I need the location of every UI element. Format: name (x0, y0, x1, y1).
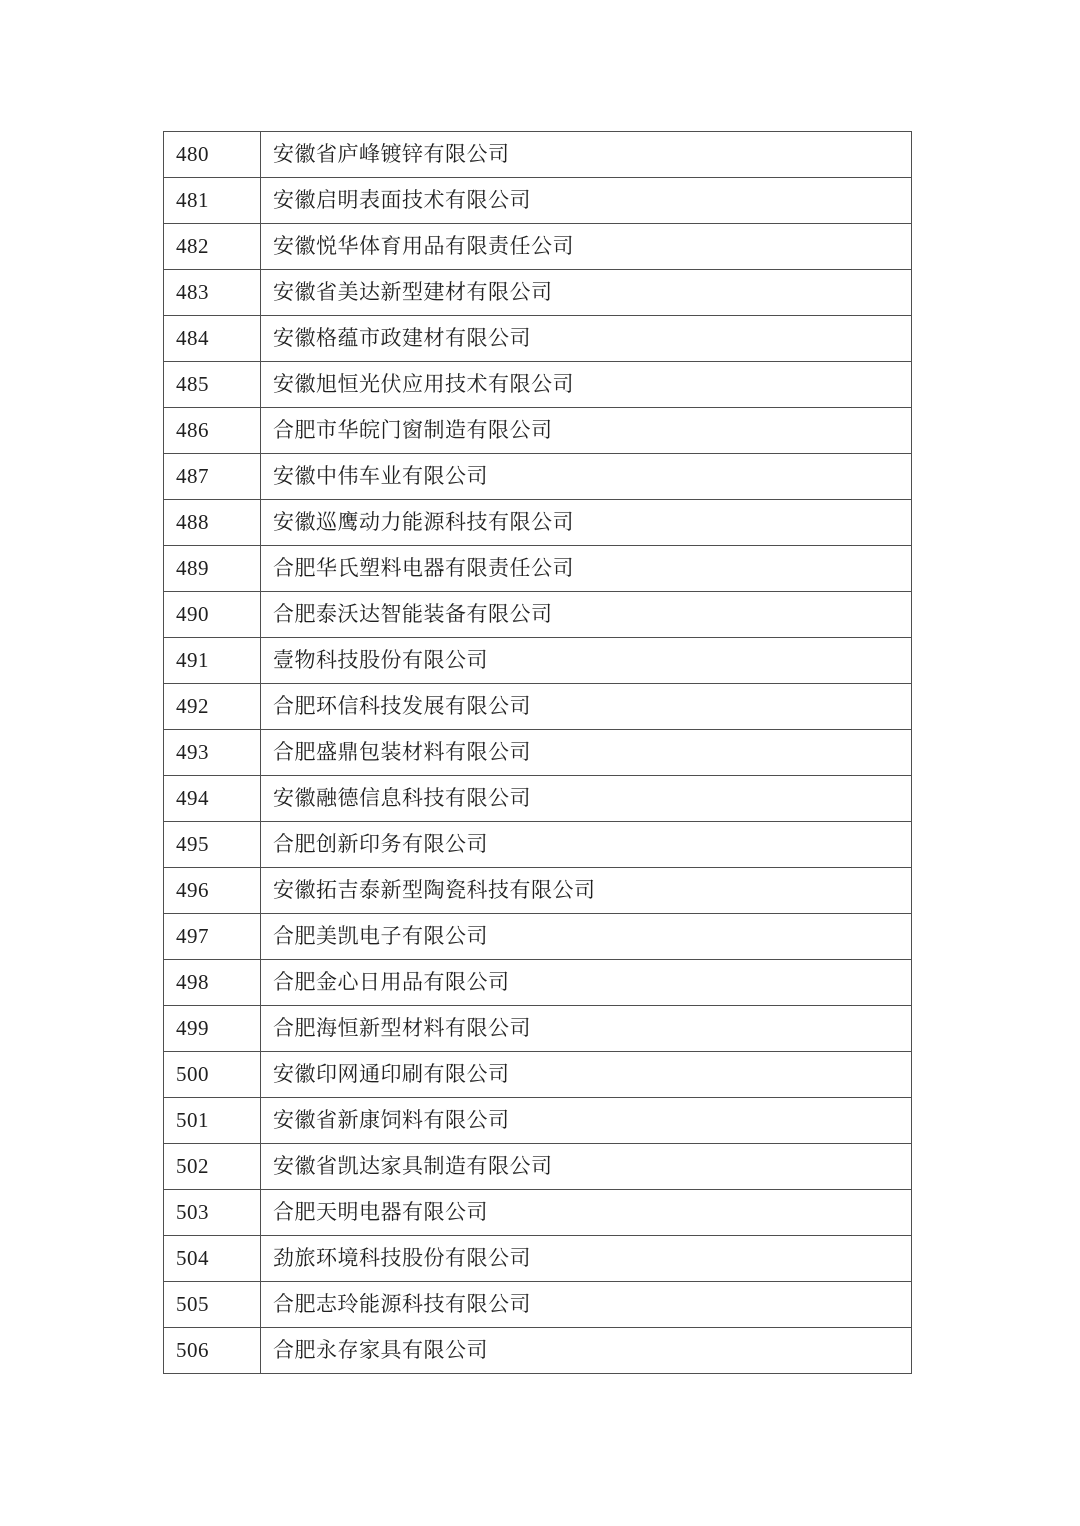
company-list-body (164, 132, 912, 1374)
company-name-cell: 合肥海恒新型材料有限公司 (261, 1006, 912, 1052)
company-name-cell: 安徽省美达新型建材有限公司 (261, 270, 912, 316)
row-number-cell: 505 (164, 1282, 261, 1328)
row-number-cell: 482 (164, 224, 261, 270)
row-number-cell: 485 (164, 362, 261, 408)
table-row (164, 270, 912, 316)
row-number-cell: 486 (164, 408, 261, 454)
table-row (164, 1190, 912, 1236)
company-list-table (163, 131, 912, 1374)
table-row (164, 730, 912, 776)
row-number-cell: 492 (164, 684, 261, 730)
company-name-cell: 合肥泰沃达智能装备有限公司 (261, 592, 912, 638)
row-number-cell: 497 (164, 914, 261, 960)
company-name-cell: 安徽拓吉泰新型陶瓷科技有限公司 (261, 868, 912, 914)
table-row (164, 1328, 912, 1374)
table-row (164, 132, 912, 178)
company-name-cell: 合肥盛鼎包装材料有限公司 (261, 730, 912, 776)
table-row (164, 960, 912, 1006)
company-name-cell: 安徽省凯达家具制造有限公司 (261, 1144, 912, 1190)
company-name-cell: 合肥志玲能源科技有限公司 (261, 1282, 912, 1328)
company-name-cell: 合肥金心日用品有限公司 (261, 960, 912, 1006)
company-name-cell: 合肥美凯电子有限公司 (261, 914, 912, 960)
company-name-cell: 合肥环信科技发展有限公司 (261, 684, 912, 730)
table-row (164, 454, 912, 500)
row-number-cell: 491 (164, 638, 261, 684)
table-row (164, 362, 912, 408)
row-number-cell: 504 (164, 1236, 261, 1282)
row-number-cell: 501 (164, 1098, 261, 1144)
row-number-cell: 502 (164, 1144, 261, 1190)
row-number-cell: 500 (164, 1052, 261, 1098)
table-row (164, 1006, 912, 1052)
row-number-cell: 498 (164, 960, 261, 1006)
company-name-cell: 安徽启明表面技术有限公司 (261, 178, 912, 224)
company-name-cell: 合肥永存家具有限公司 (261, 1328, 912, 1374)
row-number-cell: 481 (164, 178, 261, 224)
table-row (164, 1236, 912, 1282)
company-name-cell: 合肥天明电器有限公司 (261, 1190, 912, 1236)
company-name-cell: 安徽悦华体育用品有限责任公司 (261, 224, 912, 270)
company-name-cell: 安徽省庐峰镀锌有限公司 (261, 132, 912, 178)
table-row (164, 224, 912, 270)
row-number-cell: 484 (164, 316, 261, 362)
row-number-cell: 494 (164, 776, 261, 822)
table-row (164, 408, 912, 454)
table-row (164, 1144, 912, 1190)
table-row (164, 684, 912, 730)
table-row (164, 1052, 912, 1098)
table-row (164, 868, 912, 914)
company-name-cell: 安徽印网通印刷有限公司 (261, 1052, 912, 1098)
company-name-cell: 壹物科技股份有限公司 (261, 638, 912, 684)
table-row (164, 638, 912, 684)
table-row (164, 316, 912, 362)
row-number-cell: 506 (164, 1328, 261, 1374)
company-name-cell: 安徽格蕴市政建材有限公司 (261, 316, 912, 362)
table-row (164, 500, 912, 546)
company-name-cell: 安徽巡鹰动力能源科技有限公司 (261, 500, 912, 546)
table-row (164, 776, 912, 822)
row-number-cell: 487 (164, 454, 261, 500)
company-name-cell: 合肥创新印务有限公司 (261, 822, 912, 868)
row-number-cell: 496 (164, 868, 261, 914)
row-number-cell: 495 (164, 822, 261, 868)
table-row (164, 1282, 912, 1328)
company-name-cell: 劲旅环境科技股份有限公司 (261, 1236, 912, 1282)
row-number-cell: 499 (164, 1006, 261, 1052)
company-name-cell: 安徽融德信息科技有限公司 (261, 776, 912, 822)
company-name-cell: 合肥华氏塑料电器有限责任公司 (261, 546, 912, 592)
table-row (164, 1098, 912, 1144)
row-number-cell: 503 (164, 1190, 261, 1236)
company-name-cell: 安徽中伟车业有限公司 (261, 454, 912, 500)
row-number-cell: 480 (164, 132, 261, 178)
table-row (164, 546, 912, 592)
company-name-cell: 安徽旭恒光伏应用技术有限公司 (261, 362, 912, 408)
company-name-cell: 安徽省新康饲料有限公司 (261, 1098, 912, 1144)
table-row (164, 914, 912, 960)
row-number-cell: 488 (164, 500, 261, 546)
row-number-cell: 493 (164, 730, 261, 776)
row-number-cell: 490 (164, 592, 261, 638)
row-number-cell: 483 (164, 270, 261, 316)
row-number-cell: 489 (164, 546, 261, 592)
table-row (164, 822, 912, 868)
company-name-cell: 合肥市华皖门窗制造有限公司 (261, 408, 912, 454)
table-row (164, 178, 912, 224)
table-row (164, 592, 912, 638)
